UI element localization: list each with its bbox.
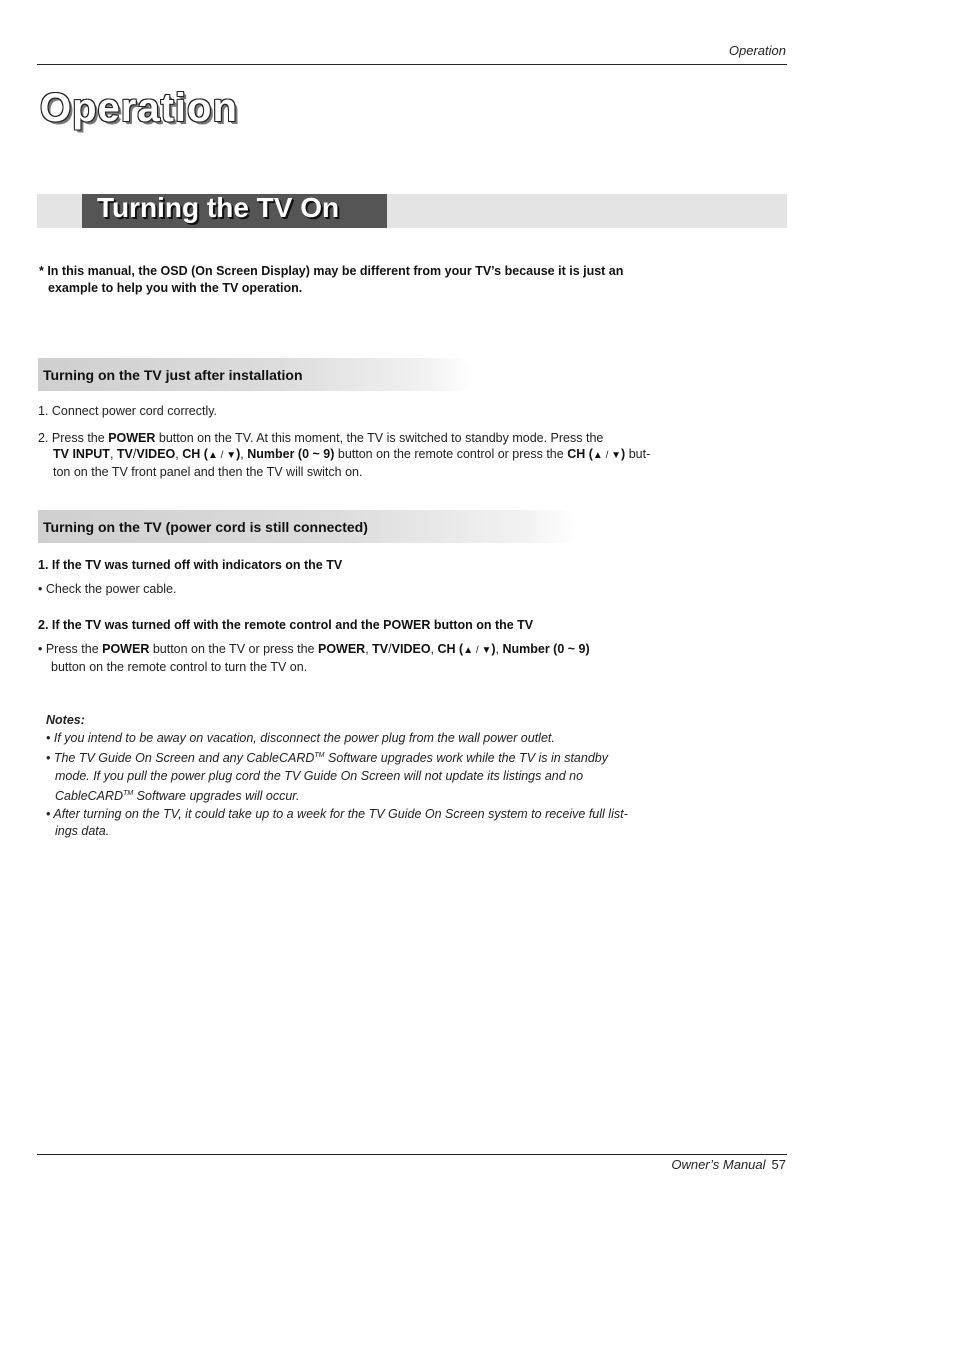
case-2-text: / (388, 642, 392, 656)
case-2-text: button on the TV or press the (149, 642, 318, 656)
case-2-line-2: button on the remote control to turn the TV on. (51, 660, 308, 674)
up-arrow-icon: ▲ (592, 450, 603, 461)
step-1: 1. Connect power cord correctly. (38, 404, 218, 418)
page-title: Operation (40, 86, 238, 130)
note-1: • If you intend to be away on vacation, disconnect the power plug from the wall power outlet. (46, 730, 555, 745)
step-2-text: / (132, 447, 137, 461)
up-arrow-icon: ▲ (207, 450, 218, 461)
ch-close: ) (491, 642, 496, 656)
number-keyword: Number (0 ~ 9) (502, 642, 590, 656)
note-2-text: Software upgrades will occur. (133, 789, 300, 803)
subsection-heading-1 (38, 358, 473, 391)
case-2-text: , (495, 642, 503, 656)
tv-keyword: TV (372, 642, 389, 656)
case-2-bullet (38, 641, 698, 675)
step-2-text: but- (625, 447, 651, 461)
step-2-line-2 (38, 446, 698, 464)
case-2-text: • Press the (38, 642, 103, 656)
intro-note (39, 263, 679, 297)
down-arrow-icon: ▼ (611, 450, 622, 461)
video-keyword: VIDEO (391, 642, 431, 656)
trademark: TM (123, 790, 134, 797)
case-2-text: , (430, 642, 438, 656)
subsection-heading-2 (38, 510, 578, 543)
intro-line-1: * In this manual, the OSD (On Screen Display) may be different from your TV’s because it is just an (39, 264, 624, 278)
ch-close: ) (621, 447, 626, 461)
step-2-text: 2. Press the (38, 431, 109, 445)
case-2-text: , (365, 642, 373, 656)
note-2-text: • The TV Guide On Screen and any CableCARD (46, 751, 315, 765)
down-arrow-icon: ▼ (226, 450, 237, 461)
note-3-line-2: ings data. (55, 824, 110, 838)
footer-label: Owner’s Manual (671, 1157, 766, 1172)
case-2-heading: 2. If the TV was turned off with the remote control and the POWER button on the TV (38, 618, 534, 632)
running-head: Operation (728, 43, 786, 58)
tv-input-keyword: TV INPUT (53, 447, 110, 461)
number-keyword: Number (0 ~ 9) (247, 447, 335, 461)
slash: / (602, 450, 612, 461)
step-2-line-3: ton on the TV front panel and then the TV will switch on. (53, 465, 363, 479)
slash: / (473, 645, 482, 656)
note-2-line-2: mode. If you pull the power plug cord the TV Guide On Screen will not update its listings and no (55, 768, 584, 783)
down-arrow-icon: ▼ (481, 645, 492, 656)
ch-keyword: CH ( (567, 447, 593, 461)
page-number: 57 (771, 1157, 786, 1172)
step-2-text: button on the remote control or press the (334, 447, 568, 461)
note-2 (46, 747, 666, 768)
case-1-bullet: • Check the power cable. (38, 582, 177, 596)
note-2-text: Software upgrades work while the TV is in standby (324, 751, 608, 765)
tv-keyword: TV (116, 447, 133, 461)
footer (671, 1157, 786, 1172)
subsection-heading-2-label: Turning on the TV (power cord is still connected) (43, 519, 368, 535)
trademark: TM (314, 752, 325, 759)
notes-heading: Notes: (46, 713, 85, 727)
note-2-text: CableCARD (55, 789, 124, 803)
step-2-text: , (109, 447, 117, 461)
power-keyword: POWER (102, 642, 150, 656)
step-2 (38, 430, 698, 480)
intro-line-2: example to help you with the TV operation. (48, 281, 303, 295)
ch-keyword: CH ( (182, 447, 208, 461)
step-2-text: , (175, 447, 183, 461)
power-keyword: POWER (108, 431, 156, 445)
note-3: • After turning on the TV, it could take up to a week for the TV Guide On Screen system to receive full list- (46, 806, 628, 821)
note-2-line-3 (46, 785, 666, 806)
section-title: Turning the TV On (97, 192, 340, 223)
step-2-text: button on the TV. At this moment, the TV is switched to standby mode. Press the (155, 431, 604, 445)
case-1-heading: 1. If the TV was turned off with indicators on the TV (38, 558, 343, 572)
header-rule (37, 64, 787, 65)
up-arrow-icon: ▲ (463, 645, 474, 656)
slash: / (217, 450, 227, 461)
step-2-text: , (240, 447, 248, 461)
subsection-heading-1-label: Turning on the TV just after installation (43, 367, 303, 383)
video-keyword: VIDEO (136, 447, 176, 461)
notes (46, 712, 666, 841)
footer-rule (37, 1154, 787, 1155)
ch-keyword: CH ( (437, 642, 464, 656)
power-keyword: POWER (317, 642, 366, 656)
ch-close: ) (236, 447, 241, 461)
